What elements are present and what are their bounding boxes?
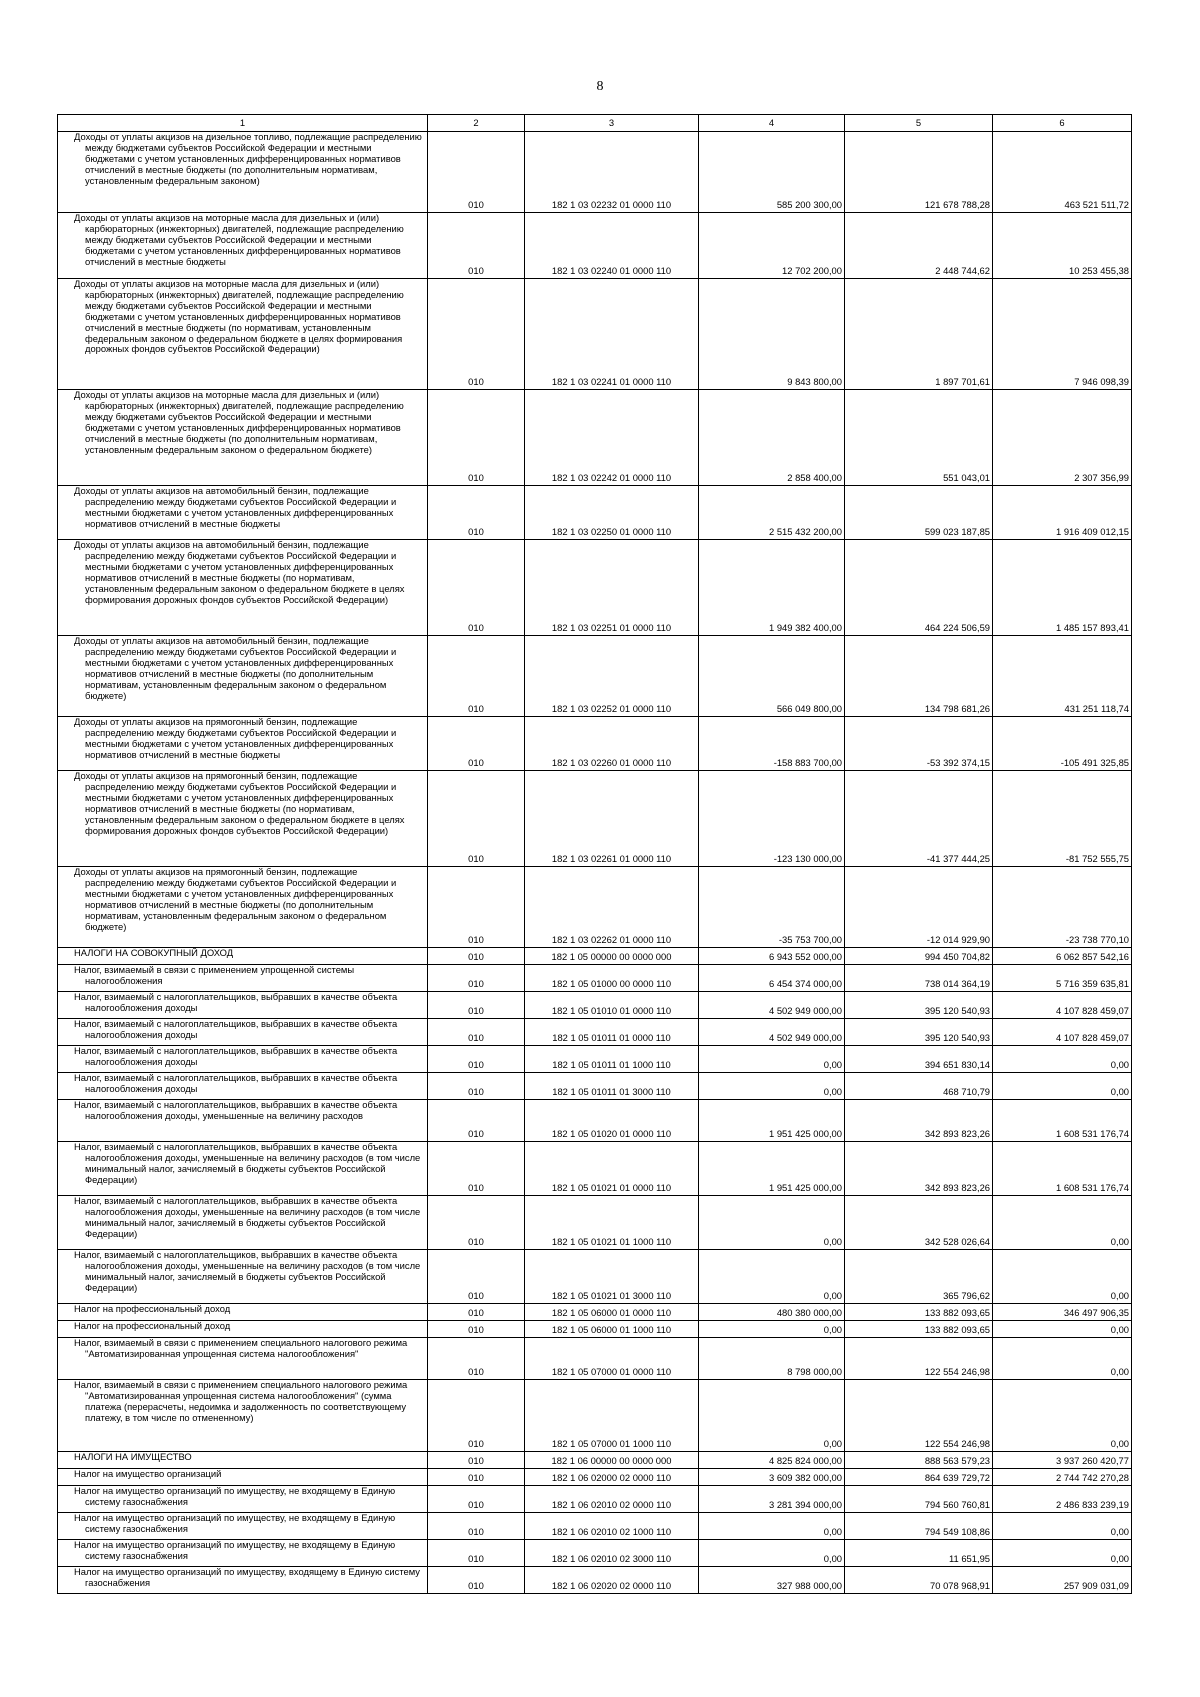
row-executed-amount: 342 528 026,64 (845, 1196, 993, 1250)
row-name-text: Налог на профессиональный доход (74, 1320, 231, 1331)
row-executed-amount: 134 798 681,26 (845, 636, 993, 717)
row-code: 010 (428, 1469, 525, 1486)
row-code: 010 (428, 132, 525, 213)
row-code: 010 (428, 390, 525, 486)
table-row (58, 213, 1132, 279)
row-unexecuted-amount: 10 253 455,38 (993, 213, 1132, 279)
row-name (58, 948, 428, 965)
row-name-text: Доходы от уплаты акцизов на дизельное топливо, подлежащие распределению между бюджетами субъектов Российской Федерации и местными бюджетами с учетом установленных дифференцированных нормативов отчислений в местные бюджеты (по дополнительным нормативам, установленным федеральным законом) (74, 131, 422, 186)
row-approved-amount: 0,00 (699, 1250, 845, 1304)
row-name (58, 486, 428, 540)
table-row (58, 948, 1132, 965)
row-unexecuted-amount: 3 937 260 420,77 (993, 1452, 1132, 1469)
row-unexecuted-amount: 0,00 (993, 1046, 1132, 1073)
row-approved-amount: 6 943 552 000,00 (699, 948, 845, 965)
table-row (58, 390, 1132, 486)
row-approved-amount: 4 825 824 000,00 (699, 1452, 845, 1469)
row-name (58, 1100, 428, 1142)
table-row (58, 1019, 1132, 1046)
row-executed-amount: 70 078 968,91 (845, 1567, 993, 1594)
row-code: 010 (428, 486, 525, 540)
row-unexecuted-amount: 463 521 511,72 (993, 132, 1132, 213)
row-unexecuted-amount: 0,00 (993, 1196, 1132, 1250)
row-unexecuted-amount: 0,00 (993, 1321, 1132, 1338)
row-name (58, 1196, 428, 1250)
row-unexecuted-amount: 257 909 031,09 (993, 1567, 1132, 1594)
row-budget-code: 182 1 06 02000 02 0000 110 (525, 1469, 699, 1486)
row-name-text: Налог, взимаемый в связи с применением специального налогового режима "Автоматизированная упрощенная система налогообложения" (74, 1337, 408, 1359)
table-row (58, 1073, 1132, 1100)
row-name-text: Доходы от уплаты акцизов на прямогонный бензин, подлежащие распределению между бюджетами субъектов Российской Федерации и местными бюджетами с учетом установленных дифференцированных нормативов отчислений в местные бюджеты (по дополнительным нормативам, установленным федеральным законом о федеральном бюджете) (74, 866, 397, 932)
row-name (58, 1073, 428, 1100)
row-approved-amount: 566 049 800,00 (699, 636, 845, 717)
row-approved-amount: 0,00 (699, 1321, 845, 1338)
row-executed-amount: 794 560 760,81 (845, 1486, 993, 1513)
row-budget-code: 182 1 06 02010 02 1000 110 (525, 1513, 699, 1540)
row-unexecuted-amount: 1 608 531 176,74 (993, 1142, 1132, 1196)
row-budget-code: 182 1 05 06000 01 0000 110 (525, 1304, 699, 1321)
row-unexecuted-amount: 4 107 828 459,07 (993, 992, 1132, 1019)
row-name-text: Налог на имущество организаций по имуществу, не входящему в Единую систему газоснабжения (74, 1512, 396, 1534)
row-name-text: Налог, взимаемый с налогоплательщиков, выбравших в качестве объекта налогообложения доходы (74, 991, 398, 1013)
row-name (58, 1513, 428, 1540)
row-code: 010 (428, 540, 525, 636)
row-name (58, 1567, 428, 1594)
row-name (58, 1250, 428, 1304)
row-name (58, 1486, 428, 1513)
row-approved-amount: 4 502 949 000,00 (699, 992, 845, 1019)
row-name-text: Доходы от уплаты акцизов на прямогонный бензин, подлежащие распределению между бюджетами субъектов Российской Федерации и местными бюджетами с учетом установленных дифференцированных нормативов отчислений в местные бюджеты (по нормативам, установленным федеральным законом о федеральном бюджете в целях формирования дорожных фондов субъектов Российской Федерации) (74, 770, 405, 836)
row-name-text: Налог, взимаемый с налогоплательщиков, выбравших в качестве объекта налогообложения доходы (74, 1018, 398, 1040)
table-row (58, 1304, 1132, 1321)
row-approved-amount: 8 798 000,00 (699, 1338, 845, 1380)
row-name (58, 1019, 428, 1046)
row-executed-amount: 864 639 729,72 (845, 1469, 993, 1486)
row-approved-amount: 480 380 000,00 (699, 1304, 845, 1321)
row-executed-amount: 994 450 704,82 (845, 948, 993, 965)
row-unexecuted-amount: -81 752 555,75 (993, 771, 1132, 867)
row-code: 010 (428, 1338, 525, 1380)
row-unexecuted-amount: 2 486 833 239,19 (993, 1486, 1132, 1513)
row-unexecuted-amount: 346 497 906,35 (993, 1304, 1132, 1321)
row-unexecuted-amount: 4 107 828 459,07 (993, 1019, 1132, 1046)
row-name (58, 1321, 428, 1338)
row-name-text: Доходы от уплаты акцизов на моторные масла для дизельных и (или) карбюраторных (инжекторных) двигателей, подлежащие распределению между бюджетами субъектов Российской Федерации и местными бюджетами с учетом установленных дифференцированных нормативов отчислений в местные бюджеты (по нормативам, установленным федеральным законом о федеральном бюджете в целях формирования дорожных фондов субъектов Российской Федерации) (74, 278, 404, 355)
row-code: 010 (428, 279, 525, 390)
table-body (58, 132, 1132, 1594)
table-row (58, 992, 1132, 1019)
row-budget-code: 182 1 05 00000 00 0000 000 (525, 948, 699, 965)
row-unexecuted-amount: 6 062 857 542,16 (993, 948, 1132, 965)
row-budget-code: 182 1 05 06000 01 1000 110 (525, 1321, 699, 1338)
row-unexecuted-amount: 1 608 531 176,74 (993, 1100, 1132, 1142)
row-approved-amount: -158 883 700,00 (699, 717, 845, 771)
revenue-table (57, 114, 1132, 1594)
row-code: 010 (428, 1452, 525, 1469)
row-approved-amount: 2 858 400,00 (699, 390, 845, 486)
table-row (58, 1513, 1132, 1540)
table-row (58, 1321, 1132, 1338)
table-row (58, 1567, 1132, 1594)
row-name-text: Налог, взимаемый с налогоплательщиков, выбравших в качестве объекта налогообложения доходы, уменьшенные на величину расходов (в том числе минимальный налог, зачисляемый в бюджеты субъектов Российской Федерации) (74, 1195, 421, 1239)
row-unexecuted-amount: 5 716 359 635,81 (993, 965, 1132, 992)
row-executed-amount: 394 651 830,14 (845, 1046, 993, 1073)
row-budget-code: 182 1 05 01010 01 0000 110 (525, 992, 699, 1019)
row-name (58, 771, 428, 867)
row-approved-amount: 3 281 394 000,00 (699, 1486, 845, 1513)
row-budget-code: 182 1 05 07000 01 1000 110 (525, 1380, 699, 1452)
row-name (58, 1469, 428, 1486)
row-approved-amount: 0,00 (699, 1073, 845, 1100)
row-unexecuted-amount: 0,00 (993, 1540, 1132, 1567)
row-budget-code: 182 1 03 02250 01 0000 110 (525, 486, 699, 540)
row-budget-code: 182 1 03 02261 01 0000 110 (525, 771, 699, 867)
row-name (58, 213, 428, 279)
row-name-text: Налог, взимаемый в связи с применением упрощенной системы налогообложения (74, 964, 355, 986)
row-executed-amount: 11 651,95 (845, 1540, 993, 1567)
row-code: 010 (428, 1100, 525, 1142)
page-number: 8 (596, 79, 604, 94)
row-code: 010 (428, 1321, 525, 1338)
row-unexecuted-amount: 0,00 (993, 1073, 1132, 1100)
row-name (58, 132, 428, 213)
row-unexecuted-amount: 1 916 409 012,15 (993, 486, 1132, 540)
table-row (58, 965, 1132, 992)
row-approved-amount: -35 753 700,00 (699, 867, 845, 948)
row-approved-amount: 4 502 949 000,00 (699, 1019, 845, 1046)
row-budget-code: 182 1 05 01011 01 3000 110 (525, 1073, 699, 1100)
row-name (58, 1338, 428, 1380)
row-executed-amount: 551 043,01 (845, 390, 993, 486)
row-name-text: Налог, взимаемый с налогоплательщиков, выбравших в качестве объекта налогообложения доходы (74, 1045, 398, 1067)
row-budget-code: 182 1 06 02010 02 3000 110 (525, 1540, 699, 1567)
row-name-text: Налог, взимаемый с налогоплательщиков, выбравших в качестве объекта налогообложения доходы, уменьшенные на величину расходов (74, 1099, 398, 1121)
table-row (58, 1338, 1132, 1380)
row-unexecuted-amount: 1 485 157 893,41 (993, 540, 1132, 636)
column-header: 1 (58, 115, 428, 132)
row-approved-amount: 0,00 (699, 1380, 845, 1452)
row-budget-code: 182 1 03 02232 01 0000 110 (525, 132, 699, 213)
row-budget-code: 182 1 05 01011 01 0000 110 (525, 1019, 699, 1046)
row-executed-amount: 121 678 788,28 (845, 132, 993, 213)
table-row (58, 717, 1132, 771)
row-budget-code: 182 1 05 01021 01 3000 110 (525, 1250, 699, 1304)
row-executed-amount: 888 563 579,23 (845, 1452, 993, 1469)
row-budget-code: 182 1 05 01021 01 0000 110 (525, 1142, 699, 1196)
row-unexecuted-amount: 0,00 (993, 1380, 1132, 1452)
row-code: 010 (428, 867, 525, 948)
row-approved-amount: 1 951 425 000,00 (699, 1100, 845, 1142)
row-code: 010 (428, 717, 525, 771)
row-executed-amount: 342 893 823,26 (845, 1142, 993, 1196)
row-name-text: НАЛОГИ НА СОВОКУПНЫЙ ДОХОД (74, 947, 234, 958)
row-approved-amount: 9 843 800,00 (699, 279, 845, 390)
row-approved-amount: 0,00 (699, 1540, 845, 1567)
row-name-text: Налог, взимаемый с налогоплательщиков, выбравших в качестве объекта налогообложения доходы, уменьшенные на величину расходов (в том числе минимальный налог, зачисляемый в бюджеты субъектов Российской Федерации) (74, 1249, 421, 1293)
table-row (58, 1196, 1132, 1250)
table-row (58, 1046, 1132, 1073)
row-executed-amount: 133 882 093,65 (845, 1304, 993, 1321)
row-name (58, 390, 428, 486)
column-header: 3 (525, 115, 699, 132)
row-name (58, 717, 428, 771)
table-row (58, 1380, 1132, 1452)
row-name-text: Доходы от уплаты акцизов на моторные масла для дизельных и (или) карбюраторных (инжекторных) двигателей, подлежащие распределению между бюджетами субъектов Российской Федерации и местными бюджетами с учетом установленных дифференцированных нормативов отчислений в местные бюджеты (по дополнительным нормативам, установленным федеральным законом о федеральном бюджете) (74, 389, 404, 455)
table-header-row (58, 115, 1132, 132)
row-name-text: Налог, взимаемый в связи с применением специального налогового режима "Автоматизированная упрощенная система налогообложения" (сумма платежа (перерасчеты, недоимка и задолженность по соответствующему платежу, в том числе по отмененному) (74, 1379, 408, 1423)
row-approved-amount: 6 454 374 000,00 (699, 965, 845, 992)
row-unexecuted-amount: -23 738 770,10 (993, 867, 1132, 948)
row-name-text: Налог на имущество организаций (74, 1468, 222, 1479)
row-name-text: НАЛОГИ НА ИМУЩЕСТВО (74, 1451, 192, 1462)
row-code: 010 (428, 992, 525, 1019)
row-approved-amount: 0,00 (699, 1513, 845, 1540)
row-name-text: Налог на имущество организаций по имуществу, не входящему в Единую систему газоснабжения (74, 1539, 396, 1561)
row-name-text: Доходы от уплаты акцизов на автомобильный бензин, подлежащие распределению между бюджетами субъектов Российской Федерации и местными бюджетами с учетом установленных дифференцированных нормативов отчислений в местные бюджеты (по дополнительным нормативам, установленным федеральным законом о федеральном бюджете) (74, 635, 397, 701)
column-header: 4 (699, 115, 845, 132)
row-name (58, 1452, 428, 1469)
row-code: 010 (428, 1513, 525, 1540)
row-code: 010 (428, 1046, 525, 1073)
row-name (58, 279, 428, 390)
row-approved-amount: 0,00 (699, 1196, 845, 1250)
row-name (58, 540, 428, 636)
row-code: 010 (428, 1250, 525, 1304)
row-code: 010 (428, 1196, 525, 1250)
row-unexecuted-amount: 2 307 356,99 (993, 390, 1132, 486)
table-row (58, 1142, 1132, 1196)
row-code: 010 (428, 771, 525, 867)
row-budget-code: 182 1 05 01020 01 0000 110 (525, 1100, 699, 1142)
row-unexecuted-amount: 0,00 (993, 1338, 1132, 1380)
row-name (58, 1540, 428, 1567)
row-approved-amount: 0,00 (699, 1046, 845, 1073)
row-approved-amount: 327 988 000,00 (699, 1567, 845, 1594)
row-executed-amount: 599 023 187,85 (845, 486, 993, 540)
row-unexecuted-amount: 0,00 (993, 1513, 1132, 1540)
row-name-text: Налог, взимаемый с налогоплательщиков, выбравших в качестве объекта налогообложения доходы, уменьшенные на величину расходов (в том числе минимальный налог, зачисляемый в бюджеты субъектов Российской Федерации) (74, 1141, 421, 1185)
row-unexecuted-amount: -105 491 325,85 (993, 717, 1132, 771)
row-executed-amount: 794 549 108,86 (845, 1513, 993, 1540)
table-row (58, 486, 1132, 540)
row-code: 010 (428, 1142, 525, 1196)
column-header: 2 (428, 115, 525, 132)
row-budget-code: 182 1 05 01021 01 1000 110 (525, 1196, 699, 1250)
table-row (58, 1452, 1132, 1469)
row-name (58, 992, 428, 1019)
table-row (58, 1540, 1132, 1567)
row-code: 010 (428, 1380, 525, 1452)
row-name (58, 1142, 428, 1196)
row-name-text: Доходы от уплаты акцизов на автомобильный бензин, подлежащие распределению между бюджетами субъектов Российской Федерации и местными бюджетами с учетом установленных дифференцированных нормативов отчислений в местные бюджеты (по нормативам, установленным федеральным законом о федеральном бюджете в целях формирования дорожных фондов субъектов Российской Федерации) (74, 539, 405, 605)
row-code: 010 (428, 1304, 525, 1321)
row-approved-amount: 12 702 200,00 (699, 213, 845, 279)
row-budget-code: 182 1 03 02262 01 0000 110 (525, 867, 699, 948)
row-executed-amount: 2 448 744,62 (845, 213, 993, 279)
row-executed-amount: 395 120 540,93 (845, 992, 993, 1019)
column-header: 6 (993, 115, 1132, 132)
row-name-text: Налог на имущество организаций по имуществу, не входящему в Единую систему газоснабжения (74, 1485, 396, 1507)
row-code: 010 (428, 636, 525, 717)
table-row (58, 1486, 1132, 1513)
row-unexecuted-amount: 7 946 098,39 (993, 279, 1132, 390)
row-code: 010 (428, 948, 525, 965)
row-name-text: Налог на имущество организаций по имуществу, входящему в Единую систему газоснабжения (74, 1566, 420, 1588)
row-name-text: Доходы от уплаты акцизов на моторные масла для дизельных и (или) карбюраторных (инжекторных) двигателей, подлежащие распределению между бюджетами субъектов Российской Федерации и местными бюджетами с учетом установленных дифференцированных нормативов отчислений в местные бюджеты (74, 212, 404, 267)
row-code: 010 (428, 1486, 525, 1513)
row-approved-amount: 585 200 300,00 (699, 132, 845, 213)
row-name (58, 867, 428, 948)
row-budget-code: 182 1 03 02240 01 0000 110 (525, 213, 699, 279)
row-code: 010 (428, 213, 525, 279)
row-executed-amount: 133 882 093,65 (845, 1321, 993, 1338)
table-row (58, 867, 1132, 948)
table-row (58, 132, 1132, 213)
table-row (58, 636, 1132, 717)
row-approved-amount: 3 609 382 000,00 (699, 1469, 845, 1486)
row-budget-code: 182 1 03 02252 01 0000 110 (525, 636, 699, 717)
row-budget-code: 182 1 03 02251 01 0000 110 (525, 540, 699, 636)
row-name (58, 965, 428, 992)
row-executed-amount: 342 893 823,26 (845, 1100, 993, 1142)
row-budget-code: 182 1 05 07000 01 0000 110 (525, 1338, 699, 1380)
row-name-text: Налог на профессиональный доход (74, 1303, 231, 1314)
row-budget-code: 182 1 03 02242 01 0000 110 (525, 390, 699, 486)
row-code: 010 (428, 1567, 525, 1594)
column-header: 5 (845, 115, 993, 132)
table-row (58, 540, 1132, 636)
row-executed-amount: 738 014 364,19 (845, 965, 993, 992)
row-budget-code: 182 1 06 00000 00 0000 000 (525, 1452, 699, 1469)
row-unexecuted-amount: 431 251 118,74 (993, 636, 1132, 717)
row-code: 010 (428, 1540, 525, 1567)
table-row (58, 1469, 1132, 1486)
row-approved-amount: 2 515 432 200,00 (699, 486, 845, 540)
row-code: 010 (428, 1019, 525, 1046)
row-unexecuted-amount: 2 744 742 270,28 (993, 1469, 1132, 1486)
row-name-text: Доходы от уплаты акцизов на автомобильный бензин, подлежащие распределению между бюджетами субъектов Российской Федерации и местными бюджетами с учетом установленных дифференцированных нормативов отчислений в местные бюджеты (74, 485, 397, 529)
row-name (58, 1380, 428, 1452)
table-row (58, 771, 1132, 867)
row-executed-amount: 365 796,62 (845, 1250, 993, 1304)
row-executed-amount: -53 392 374,15 (845, 717, 993, 771)
row-approved-amount: -123 130 000,00 (699, 771, 845, 867)
row-code: 010 (428, 965, 525, 992)
row-budget-code: 182 1 06 02020 02 0000 110 (525, 1567, 699, 1594)
row-name-text: Доходы от уплаты акцизов на прямогонный бензин, подлежащие распределению между бюджетами субъектов Российской Федерации и местными бюджетами с учетом установленных дифференцированных нормативов отчислений в местные бюджеты (74, 716, 397, 760)
table-row (58, 1100, 1132, 1142)
row-name (58, 636, 428, 717)
row-code: 010 (428, 1073, 525, 1100)
row-name-text: Налог, взимаемый с налогоплательщиков, выбравших в качестве объекта налогообложения доходы (74, 1072, 398, 1094)
table-row (58, 279, 1132, 390)
row-budget-code: 182 1 03 02260 01 0000 110 (525, 717, 699, 771)
row-executed-amount: -41 377 444,25 (845, 771, 993, 867)
row-budget-code: 182 1 05 01000 00 0000 110 (525, 965, 699, 992)
row-executed-amount: 122 554 246,98 (845, 1338, 993, 1380)
row-name (58, 1046, 428, 1073)
row-budget-code: 182 1 06 02010 02 0000 110 (525, 1486, 699, 1513)
row-executed-amount: -12 014 929,90 (845, 867, 993, 948)
row-budget-code: 182 1 03 02241 01 0000 110 (525, 279, 699, 390)
row-executed-amount: 395 120 540,93 (845, 1019, 993, 1046)
row-executed-amount: 122 554 246,98 (845, 1380, 993, 1452)
row-executed-amount: 1 897 701,61 (845, 279, 993, 390)
row-unexecuted-amount: 0,00 (993, 1250, 1132, 1304)
row-budget-code: 182 1 05 01011 01 1000 110 (525, 1046, 699, 1073)
row-approved-amount: 1 951 425 000,00 (699, 1142, 845, 1196)
row-executed-amount: 468 710,79 (845, 1073, 993, 1100)
table-row (58, 1250, 1132, 1304)
row-name (58, 1304, 428, 1321)
row-executed-amount: 464 224 506,59 (845, 540, 993, 636)
row-approved-amount: 1 949 382 400,00 (699, 540, 845, 636)
